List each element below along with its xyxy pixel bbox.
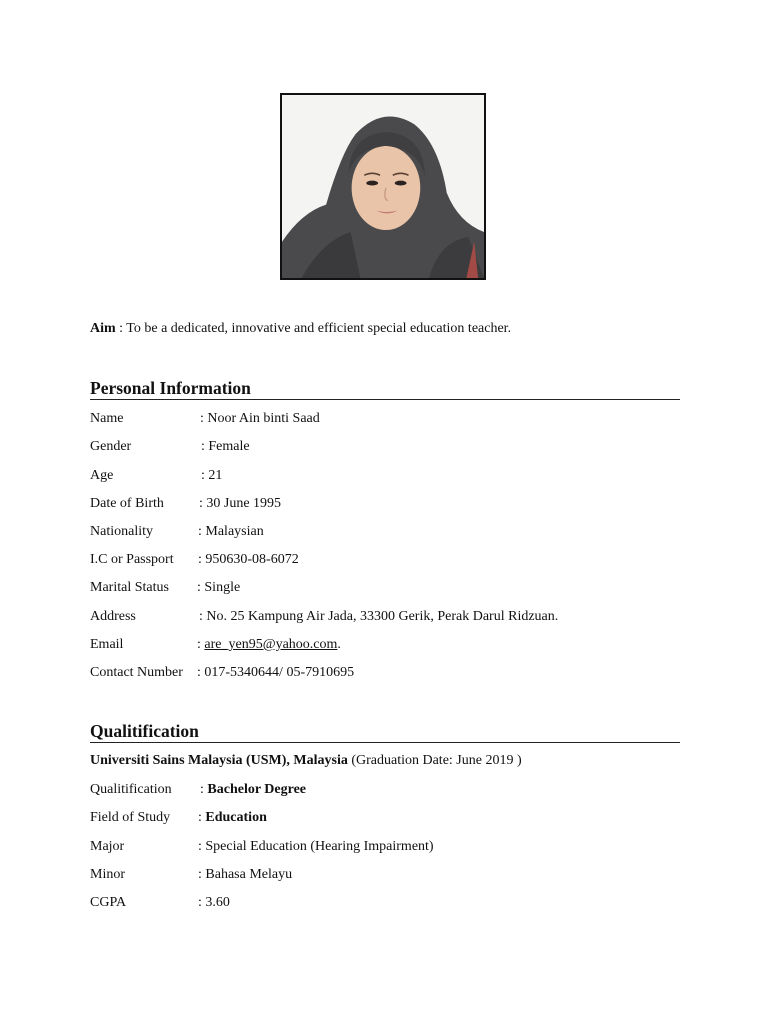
- row-value: : No. 25 Kampung Air Jada, 33300 Gerik, Perak Darul Ridzuan.: [199, 609, 559, 624]
- row-value: : 3.60: [198, 895, 230, 910]
- row-value: : Malaysian: [198, 524, 264, 539]
- aim-text: : To be a dedicated, innovative and efficient special education teacher.: [119, 321, 512, 336]
- row-label: I.C or Passport: [90, 552, 174, 567]
- portrait-photo-icon: [282, 95, 484, 278]
- row-value: [197, 636, 341, 654]
- personal-information-heading: Personal Information: [90, 378, 251, 398]
- degree-value: Bachelor Degree: [207, 782, 307, 797]
- row-label: Field of Study: [90, 810, 171, 825]
- row-value: : Bahasa Melayu: [198, 867, 293, 882]
- row-label: Qualitification: [90, 782, 172, 797]
- row-value: : Noor Ain binti Saad: [200, 411, 320, 426]
- email-suffix: .: [337, 637, 341, 652]
- row-label: Date of Birth: [90, 496, 164, 511]
- aim-statement: [90, 321, 511, 337]
- university-name: Universiti Sains Malaysia (USM), Malaysia: [90, 753, 348, 768]
- section-divider: [90, 399, 680, 400]
- row-label: Nationality: [90, 524, 153, 539]
- email-link[interactable]: are_yen95@yahoo.com: [204, 637, 338, 652]
- row-value: [200, 781, 306, 799]
- row-value: : 30 June 1995: [199, 496, 282, 511]
- qualification-heading: Qualitification: [90, 721, 199, 741]
- row-label: Age: [90, 468, 114, 483]
- value-prefix: :: [198, 810, 206, 825]
- row-value: : 017-5340644/ 05-7910695: [197, 665, 355, 680]
- section-divider: [90, 742, 680, 743]
- row-label: Major: [90, 839, 125, 854]
- row-label: Contact Number: [90, 665, 183, 680]
- university-line: [90, 753, 522, 769]
- row-label: Email: [90, 637, 124, 652]
- value-prefix: :: [200, 782, 208, 797]
- row-label: Name: [90, 411, 124, 426]
- row-value: : Special Education (Hearing Impairment): [198, 839, 434, 854]
- field-value: Education: [205, 810, 267, 825]
- row-label: Minor: [90, 867, 125, 882]
- row-label: Address: [90, 609, 136, 624]
- row-label: Gender: [90, 439, 132, 454]
- row-value: : Single: [197, 580, 241, 595]
- row-value: [198, 809, 267, 827]
- email-prefix: :: [197, 637, 205, 652]
- graduation-date: (Graduation Date: June 2019 ): [347, 753, 522, 768]
- row-value: : 21: [201, 468, 223, 483]
- row-label: Marital Status: [90, 580, 169, 595]
- row-label: CGPA: [90, 895, 127, 910]
- row-value: : 950630-08-6072: [198, 552, 299, 567]
- profile-photo: [280, 93, 486, 280]
- aim-label: Aim: [90, 321, 116, 336]
- row-value: : Female: [201, 439, 250, 454]
